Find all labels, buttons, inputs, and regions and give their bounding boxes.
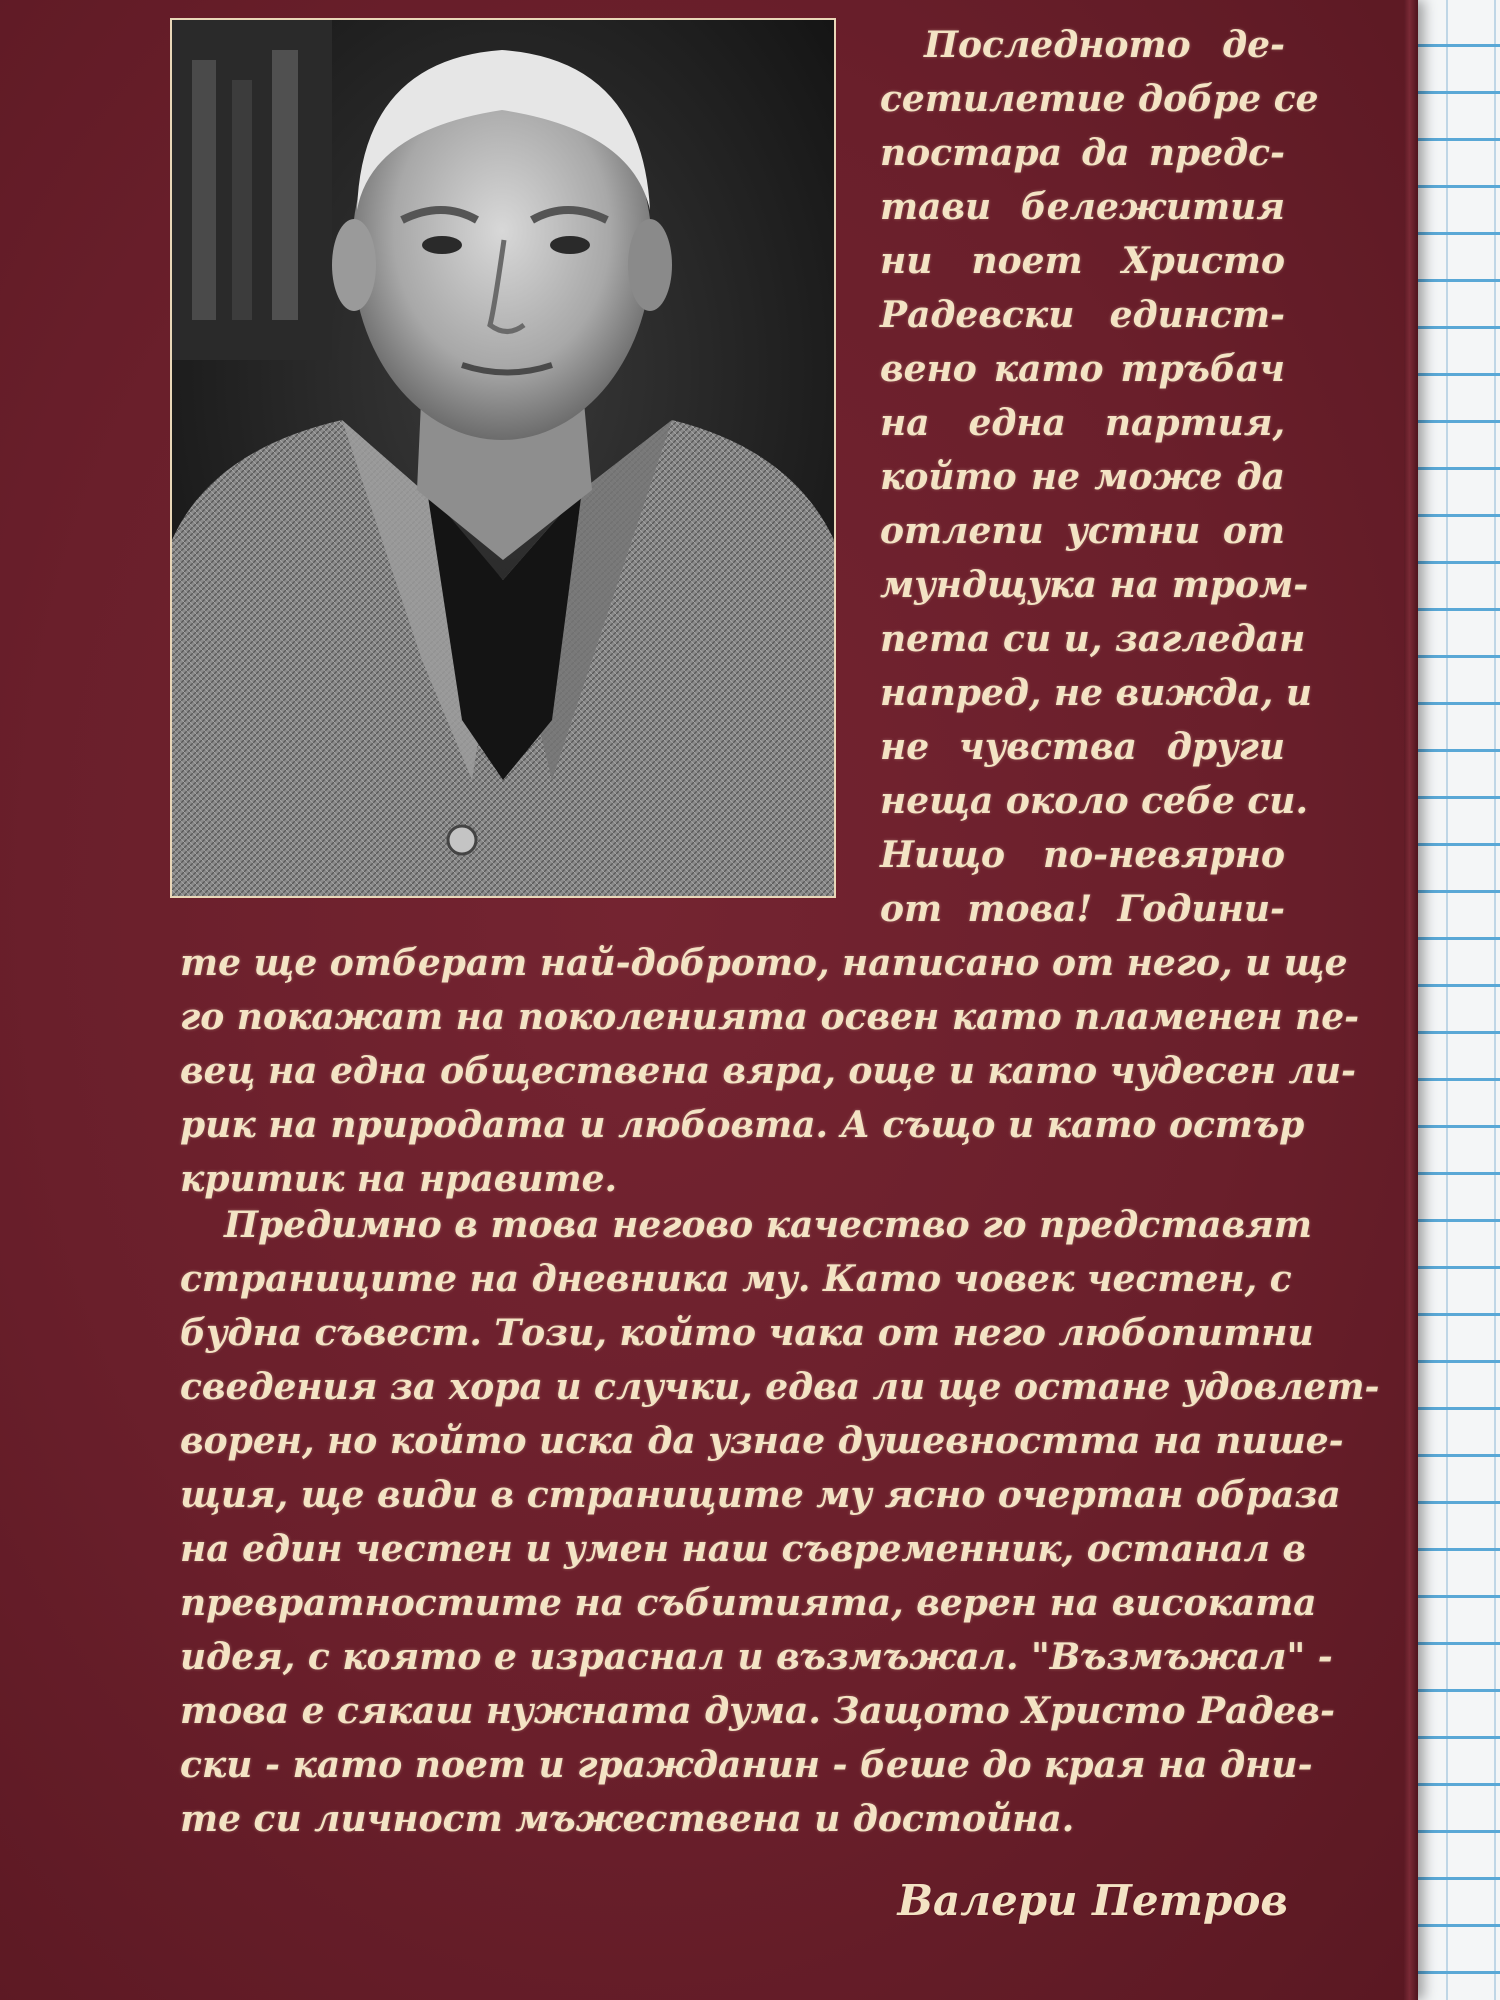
text-line: ворен, но който иска да узнае душевността на пише- (180, 1420, 1344, 1462)
intro-text-right-column (880, 18, 1319, 936)
text-line: будна съвест. Този, който чака от него любопитни (180, 1312, 1314, 1354)
text-line: рик на природата и любовта. А също и като остър (180, 1104, 1305, 1146)
text-line: страниците на дневника му. Като човек честен, с (180, 1258, 1292, 1300)
text-line: пета си и, загледан (880, 618, 1306, 660)
text-line: Нищо по-невярно (880, 834, 1285, 876)
text-line: вено като тръбач (880, 348, 1285, 390)
text-line: сведения за хора и случки, едва ли ще остане удовлет- (180, 1366, 1380, 1408)
text-line: вец на една обществена вяра, още и като чудесен ли- (180, 1050, 1356, 1092)
portrait-photo-icon (172, 20, 834, 896)
text-line: превратностите на събитията, верен на високата (180, 1582, 1317, 1624)
text-line: не чувства други (880, 726, 1285, 768)
text-line: те ще отберат най-доброто, написано от него, и ще (180, 942, 1348, 984)
author-signature: Валери Петров (897, 1876, 1288, 1925)
text-line: идея, с която е израснал и възмъжал. "Възмъжал" - (180, 1636, 1333, 1678)
text-line: постара да предс- (880, 132, 1285, 174)
text-line: отлепи устни от (880, 510, 1285, 552)
text-line: щия, ще види в страниците му ясно очертан образа (180, 1474, 1341, 1516)
text-line: напред, не вижда, и (880, 672, 1313, 714)
text-line: Радевски единст- (880, 294, 1285, 336)
text-line: на една партия, (880, 402, 1285, 444)
text-line: на един честен и умен наш съвременник, останал в (180, 1528, 1307, 1570)
text-line: го покажат на поколенията освен като пламенен пе- (180, 996, 1360, 1038)
text-line: мундщука на тром- (880, 564, 1309, 606)
text-line: те си личност мъжествена и достойна. (180, 1798, 1075, 1840)
text-line: Предимно в това негово качество го представят (224, 1204, 1313, 1246)
author-portrait-photo (170, 18, 836, 898)
text-line: Последното де- (924, 24, 1285, 66)
text-line: неща около себе си. (880, 780, 1309, 822)
text-line: сетилетие добре се (880, 78, 1319, 120)
text-line: който не може да (880, 456, 1285, 498)
intro-text-continuation (180, 936, 1360, 1206)
text-line: това е сякаш нужната дума. Защото Христо Радев- (180, 1690, 1335, 1732)
text-line: тави бележития (880, 186, 1285, 228)
text-line: ни поет Христо (880, 240, 1285, 282)
text-line: критик на нравите. (180, 1158, 618, 1200)
second-paragraph (180, 1198, 1380, 1846)
text-line: ски - като поет и гражданин - беше до края на дни- (180, 1744, 1313, 1786)
cover-edge (1404, 0, 1418, 2000)
text-line: от това! Години- (880, 888, 1285, 930)
